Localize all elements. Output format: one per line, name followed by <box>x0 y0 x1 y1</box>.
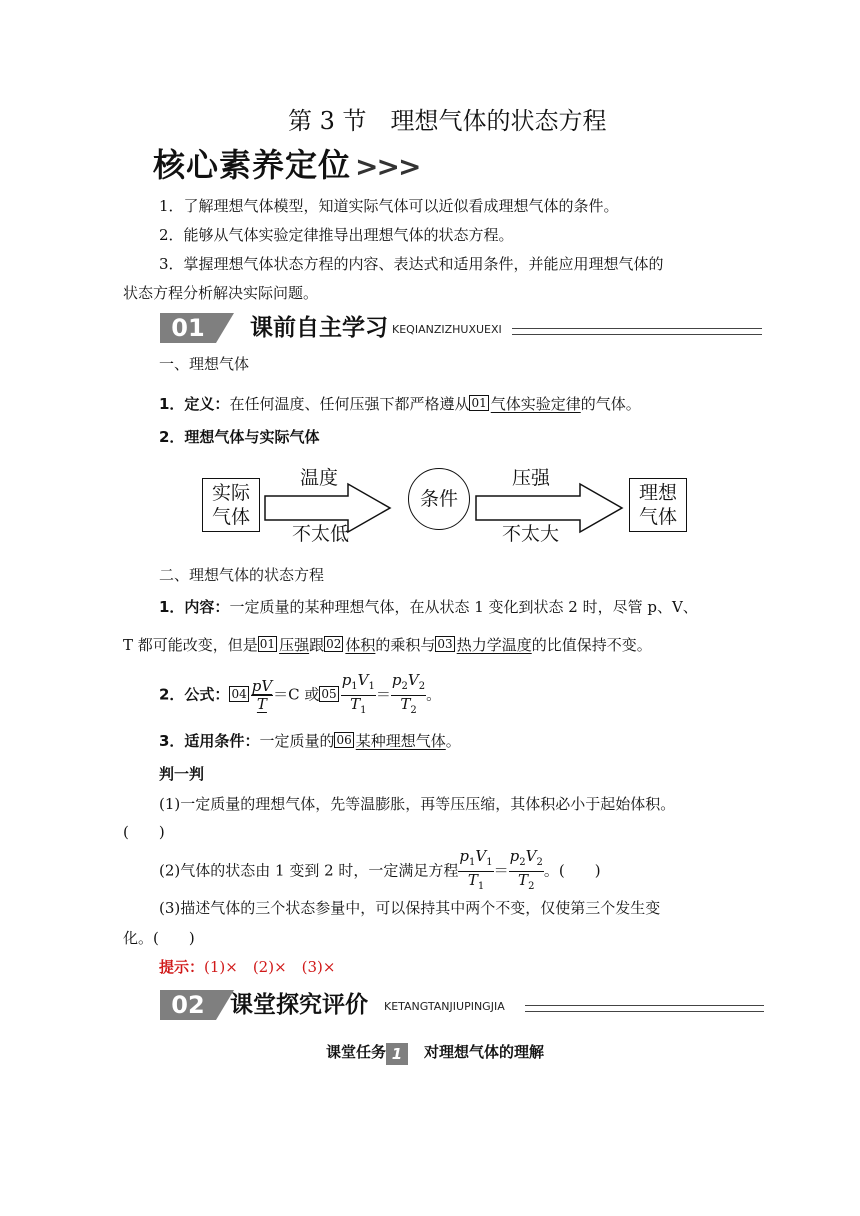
content-end: 的比值保持不变。 <box>531 636 652 654</box>
content-connector: 的乘积与 <box>375 636 436 654</box>
denominator: T <box>256 695 267 713</box>
task-label: 课堂任务 <box>326 1043 387 1061</box>
core-header-text: 核心素养定位 <box>153 146 352 184</box>
judge-2 <box>159 848 601 895</box>
formula-line <box>159 672 441 719</box>
denominator: $T_1$ <box>350 695 367 716</box>
condition-line <box>159 731 461 751</box>
content-connector: 跟 <box>309 636 325 654</box>
section-number: 02 <box>160 990 216 1020</box>
arrow2-bottom-label: 不太大 <box>502 523 560 545</box>
blank-marker: 03 <box>437 637 453 651</box>
section-number: 01 <box>160 313 216 343</box>
section-title: 课堂探究评价 <box>230 992 368 1018</box>
objective-2: 2．能够从气体实验定律推导出理想气体的状态方程。 <box>159 226 514 244</box>
actual-gas-box <box>202 478 260 532</box>
numerator: $p_1V_1$ <box>458 848 493 872</box>
section-banner-2 <box>160 990 764 1022</box>
ideal-gas-box <box>629 478 687 532</box>
definition-end: 的气体。 <box>580 395 641 413</box>
numerator: $p_1V_1$ <box>341 672 376 696</box>
answer-text: 压强 <box>279 636 310 654</box>
arrow1-top-label: 温度 <box>300 467 339 489</box>
formula-label: 2．公式： <box>159 685 230 704</box>
ideal-gas-line1: 理想 <box>638 482 677 504</box>
item2-label: 2．理想气体与实际气体 <box>159 428 320 446</box>
judge-1: (1)一定质量的理想气体，先等温膨胀，再等压压缩，其体积必小于起始体积。 <box>159 795 676 813</box>
arrow1-bottom-label: 不太低 <box>292 523 350 545</box>
blank-marker: 04 <box>231 686 247 701</box>
answer-text: 热力学温度 <box>456 636 532 654</box>
task-title: 对理想气体的理解 <box>424 1043 545 1061</box>
answer-text: 某种理想气体 <box>355 732 446 750</box>
definition-label: 1．定义： <box>159 395 230 413</box>
formula-pv-over-t <box>251 678 273 713</box>
formula-end: 。 <box>426 685 442 704</box>
judge-1-bracket: ( ) <box>123 823 165 841</box>
content-text-1: 一定质量的某种理想气体，在从状态 1 变化到状态 2 时，尽管 p、V、 <box>229 598 698 616</box>
content-label: 1．内容： <box>159 598 230 616</box>
actual-gas-line1: 实际 <box>211 482 250 504</box>
condition-circle: 条件 <box>408 468 470 530</box>
section-en: KEQIANZIZHUXUEXI <box>392 323 502 336</box>
section-rule <box>512 328 762 335</box>
condition-label: 3．适用条件： <box>159 732 260 750</box>
equals-sign: ＝ <box>375 685 391 704</box>
denominator: $T_1$ <box>467 871 485 892</box>
judge-2-bracket: 。( ) <box>543 861 601 880</box>
core-literacy-header <box>153 145 419 187</box>
blank-marker: 01 <box>471 396 487 410</box>
content-line-1 <box>159 597 698 617</box>
objective-3-cont: 状态方程分析解决实际问题。 <box>123 284 319 302</box>
blank-marker: 05 <box>321 686 337 701</box>
blank-marker: 06 <box>336 733 352 747</box>
actual-gas-line2: 气体 <box>211 506 250 528</box>
section-rule <box>525 1005 764 1012</box>
objective-3: 3．掌握理想气体状态方程的内容、表达式和适用条件，并能应用理想气体的 <box>159 255 664 273</box>
denominator: $T_2$ <box>400 695 417 716</box>
section-title: 课前自主学习 <box>250 315 388 341</box>
judge-3: (3)描述气体的三个状态参量中，可以保持其中两个不变，仅使第三个发生变 <box>159 899 661 917</box>
definition-line <box>159 394 641 414</box>
blank-marker: 02 <box>326 637 342 651</box>
answer-text: 体积 <box>345 636 376 654</box>
judge-2-state2 <box>509 848 544 895</box>
formula-equals-c: ＝C 或 <box>273 685 320 704</box>
content-line-2 <box>123 635 652 655</box>
judge-2-state1 <box>458 848 493 895</box>
hint-line <box>159 957 335 977</box>
task-line <box>326 1042 544 1065</box>
condition-text: 一定质量的 <box>259 732 335 750</box>
answer-text: 气体实验定律 <box>490 395 581 413</box>
judge-heading: 判一判 <box>159 765 205 783</box>
numerator: pV <box>251 677 273 695</box>
arrow2-top-label: 压强 <box>512 467 551 489</box>
content-text-2: T 都可能改变，但是 <box>123 636 258 654</box>
denominator: $T_2$ <box>518 871 535 892</box>
chevrons-icon: >>> <box>355 150 420 183</box>
ideal-gas-line2: 气体 <box>638 506 677 528</box>
objective-1: 1．了解理想气体模型，知道实际气体可以近似看成理想气体的条件。 <box>159 197 619 215</box>
task-number-badge: 1 <box>386 1043 408 1065</box>
condition-end: 。 <box>445 732 461 750</box>
blank-marker: 01 <box>259 637 276 651</box>
section-en: KETANGTANJIUPINGJIA <box>384 1000 505 1013</box>
judge-2-text: (2)气体的状态由 1 变到 2 时，一定满足方程 <box>159 861 459 880</box>
equals-sign: ＝ <box>493 861 509 880</box>
hint-label: 提示： <box>159 958 205 976</box>
page-title: 第 3 节 理想气体的状态方程 <box>288 107 607 135</box>
hint-text: (1)× (2)× (3)× <box>204 958 336 976</box>
ideal-gas-diagram <box>190 458 704 554</box>
formula-state2 <box>391 672 426 719</box>
part2-heading: 二、理想气体的状态方程 <box>159 566 325 584</box>
numerator: $p_2V_2$ <box>509 848 544 872</box>
numerator: $p_2V_2$ <box>391 672 426 696</box>
formula-state1 <box>341 672 376 719</box>
part1-heading: 一、理想气体 <box>159 355 250 373</box>
definition-text: 在任何温度、任何压强下都严格遵从 <box>229 395 470 413</box>
section-banner-1 <box>160 313 762 345</box>
judge-3-cont: 化。( ) <box>123 929 195 947</box>
